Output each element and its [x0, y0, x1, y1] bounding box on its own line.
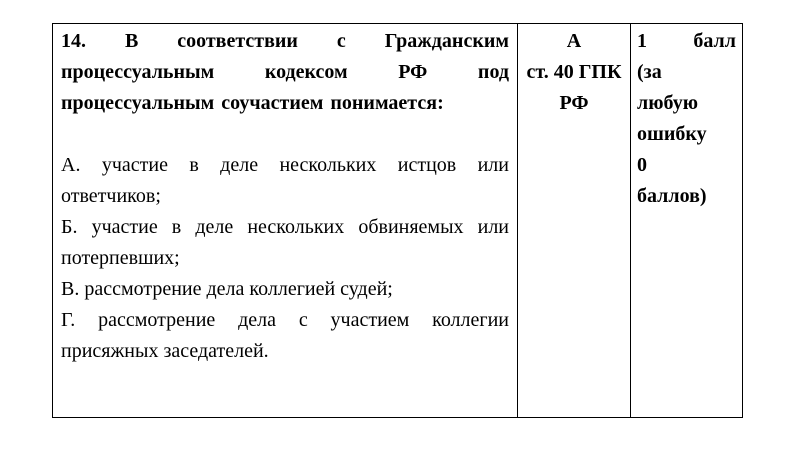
score-points: [637, 26, 736, 57]
answer-reference-line1: ст. 40 ГПК: [526, 61, 622, 83]
answer-cell: [518, 24, 631, 418]
table-row: [53, 24, 743, 418]
score-unit: балл: [693, 30, 736, 52]
answer-reference-line2: РФ: [559, 92, 589, 114]
score-note-line5: 0: [637, 154, 647, 176]
score-note-line2: (за: [637, 61, 662, 83]
score-cell: [631, 24, 743, 418]
option-c: В. рассмотрение дела коллегией судей;: [61, 278, 393, 300]
question-cell: [53, 24, 518, 418]
score-number: 1: [637, 30, 647, 52]
answer-letter: А: [566, 30, 582, 52]
option-a: А. участие в деле нескольких истцов или ответчиков;: [61, 154, 509, 207]
option-b: Б. участие в деле нескольких обвиняемых или потерпевших;: [61, 216, 509, 269]
spacer: [61, 119, 509, 150]
option-d: Г. рассмотрение дела с участием коллегии присяжных заседателей.: [61, 309, 509, 362]
question-table: [52, 23, 743, 418]
score-note-line4: ошибку: [637, 123, 707, 145]
score-note-line3: любую: [637, 92, 699, 114]
score-note-line6: баллов): [637, 185, 707, 207]
question-title: 14. В соответствии с Гражданским процессуальным кодексом РФ под процессуальным соучастием понимается:: [61, 30, 509, 114]
